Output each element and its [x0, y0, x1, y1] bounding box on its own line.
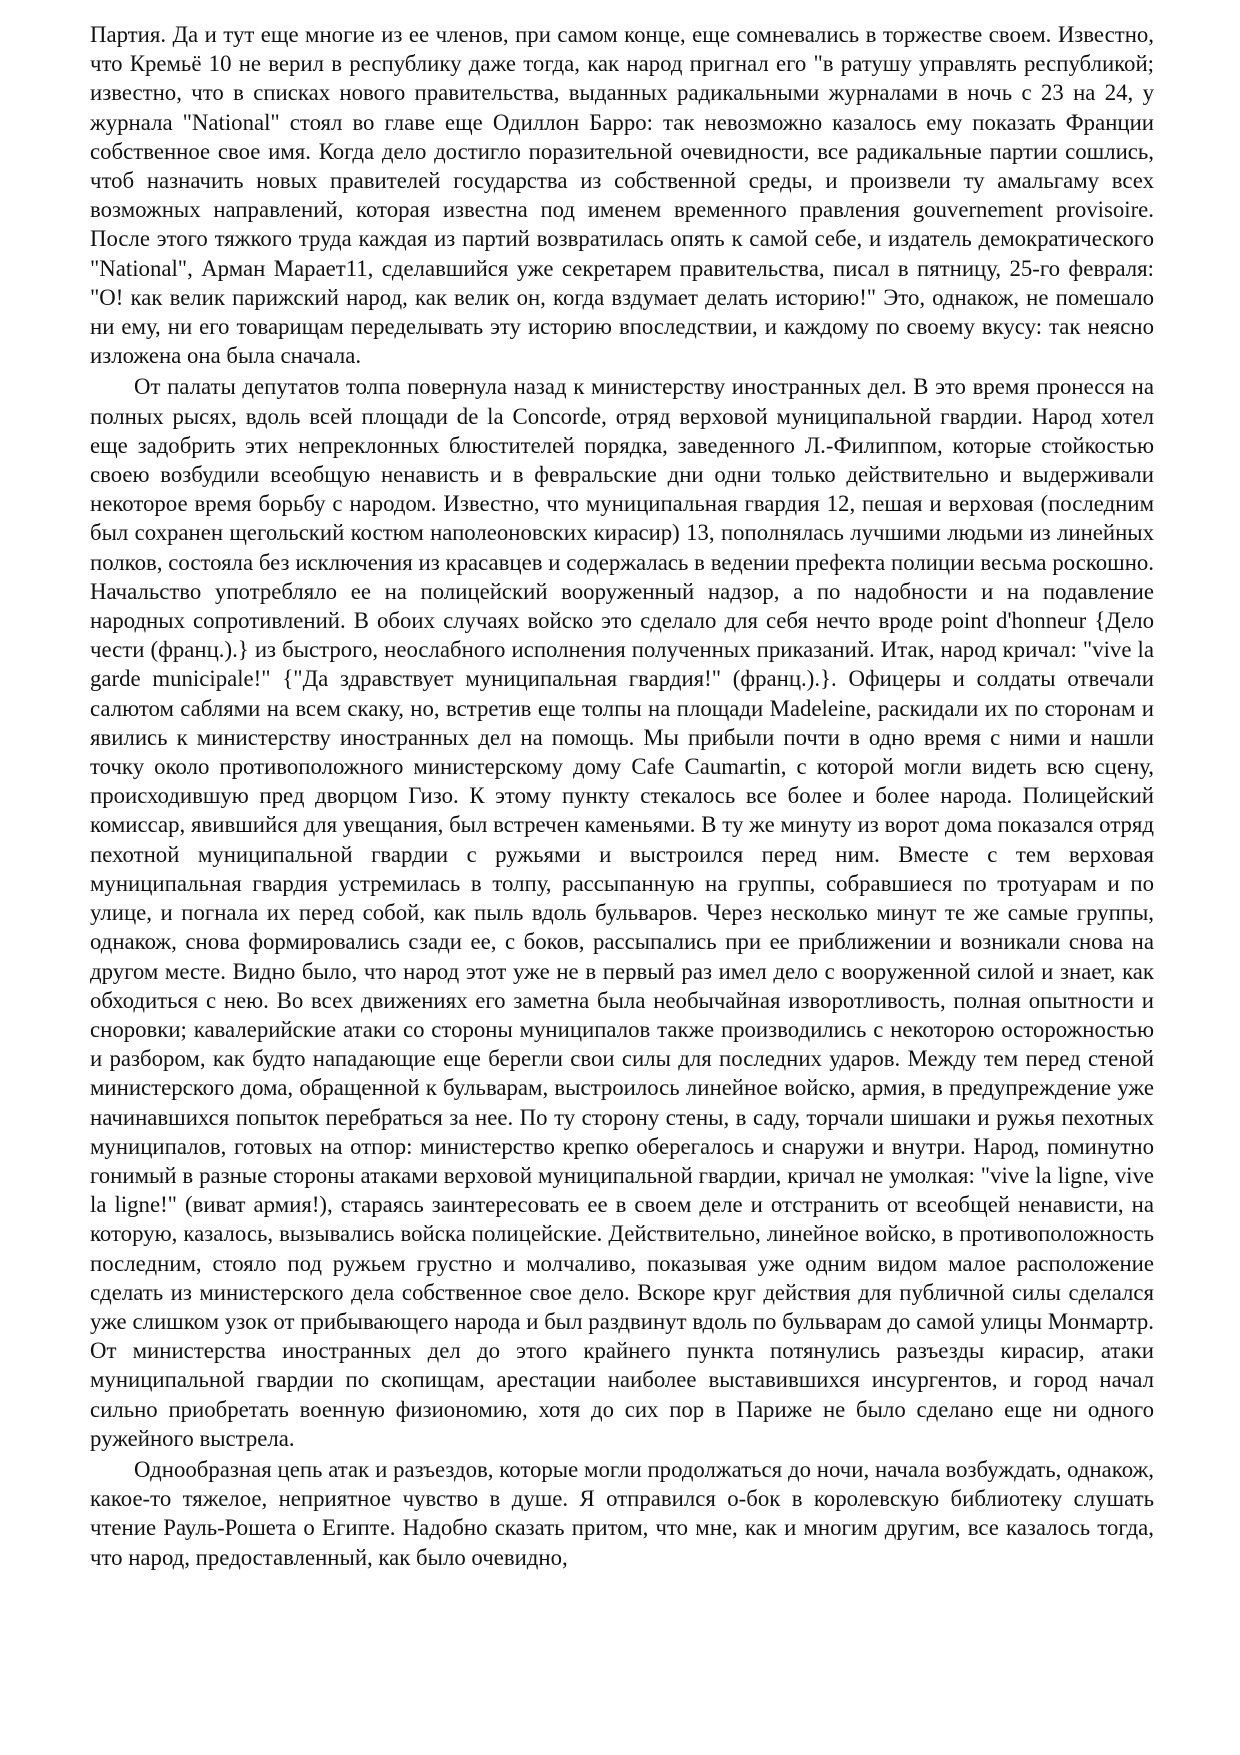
paragraph-2: От палаты депутатов толпа повернула назад к министерству иностранных дел. В это время пронесся на полных рысях, вдоль всей площади de la Concorde, отряд верховой муниципальной гвардии. Народ хотел еще задобрить этих непреклонных блюстителей порядка, заведенного Л.-Филиппом, которые стойкостью своею возбудили всеобщую ненависть и в февральские дни одни только действительно и выдерживали некоторое время борьбу с народом. Известно, что муниципальная гвардия 12, пешая и верховая (последним был сохранен щегольский костюм наполеоновских кирасир) 13, пополнялась лучшими людьми из линейных полков, состояла без исключения из красавцев и содержалась в ведении префекта полиции весьма роскошно. Начальство употребляло ее на полицейский вооруженный надзор, а по надобности и на подавление народных сопротивлений. В обоих случаях войско это сделало для себя нечто вроде point d'honneur {Дело чести (франц.).} из быстрого, неослабного исполнения полученных приказаний. Итак, народ кричал: "vive la garde municipale!" {"Да здравствует муниципальная гвардия!" (франц.).}. Офицеры и солдаты отвечали салютом саблями на всем скаку, но, встретив еще толпы на площади Madeleine, раскидали их по сторонам и явились к министерству иностранных дел на помощь. Мы прибыли почти в одно время с ними и нашли точку около противоположного министерскому дому Cafe Caumartin, с которой могли видеть всю сцену, происходившую пред дворцом Гизо. К этому пункту стекалось все более и более народа. Полицейский комиссар, явившийся для увещания, был встречен каменьями. В ту же минуту из ворот дома показался отряд пехотной муниципальной гвардии с ружьями и выстроился перед ним. Вместе с тем верховая муниципальная гвардия устремилась в толпу, рассыпанную на группы, собравшиеся по тротуарам и по улице, и погнала их перед собой, как пыль вдоль бульваров. Через несколько минут те же самые группы, однакож, снова формировались сзади ее, с боков, рассыпались при ее приближении и возникали снова на другом месте. Видно было, что народ этот уже не в первый раз имел дело с вооруженной силой и знает, как обходиться с нею. Во всех движениях его заметна была необычайная изворотливость, полная опытности и сноровки; кавалерийские атаки со стороны муниципалов также производились с некоторою осторожностью и разбором, как будто нападающие еще берегли свои силы для последних ударов. Между тем перед стеной министерского дома, обращенной к бульварам, выстроилось линейное войско, армия, в предупреждение уже начинавшихся попыток перебраться за нее. По ту сторону стены, в саду, торчали шишаки и ружья пехотных муниципалов, готовых на отпор: министерство крепко оберегалось и снаружи и внутри. Народ, поминутно гонимый в разные стороны атаками верховой муниципальной гвардии, кричал не умолкая: "vive la ligne, vive la ligne!" (виват армия!), стараясь заинтересовать ее в своем деле и отстранить от всеобщей ненависти, на которую, казалось, вызывались войска полицейские. Действительно, линейное войско, в противоположность последним, стояло под ружьем грустно и молчаливо, показывая уже одним видом малое расположение сделать из министерского дела собственное свое дело. Вскоре круг действия для публичной силы сделался уже слишком узок от прибывающего народа и был раздвинут вдоль по бульварам до самой улицы Монмартр. От министерства иностранных дел до этого крайнего пункта потянулись разъезды кирасир, атаки муниципальной гвардии по скопищам, арестации наиболее выставившихся инсургентов, и город начал сильно приобретать военную физиономию, хотя до сих пор в Париже не было сделано еще ни одного ружейного выстрела.: [90, 374, 1154, 1451]
paragraph-3: Однообразная цепь атак и разъездов, которые могли продолжаться до ночи, начала возбуждать, однакож, какое-то тяжелое, неприятное чувство в душе. Я отправился о-бок в королевскую библиотеку слушать чтение Рауль-Рошета о Египте. Надобно сказать притом, что мне, как и многим другим, все казалось тогда, что народ, предоставленный, как было очевидно,: [90, 1456, 1154, 1570]
paragraph-1: Партия. Да и тут еще многие из ее членов, при самом конце, еще сомневались в торжестве своем. Известно, что Кремьё 10 не верил в республику даже тогда, как народ пригнал его "в ратушу управлять республикой; известно, что в списках нового правительства, выданных радикальными журналами в ночь с 23 на 24, у журнала "National" стоял во главе еще Одиллон Барро: так невозможно казалось ему показать Франции собственное свое имя. Когда дело достигло поразительной очевидности, все радикальные партии сошлись, чтоб назначить новых правителей государства из собственной среды, и произвели ту амальгаму всех возможных направлений, которая известна под именем временного правления gouvernement provisoire. После этого тяжкого труда каждая из партий возвратилась опять к самой себе, и издатель демократического "National", Арман Марает11, сделавшийся уже секретарем правительства, писал в пятницу, 25-го февраля: "О! как велик парижский народ, как велик он, когда вздумает делать историю!" Это, однакож, не помешало ни ему, ни его товарищам переделывать эту историю впоследствии, и каждому по своему вкусу: так неясно изложена она была сначала.: [90, 22, 1154, 369]
document-page: [90, 20, 1154, 1572]
